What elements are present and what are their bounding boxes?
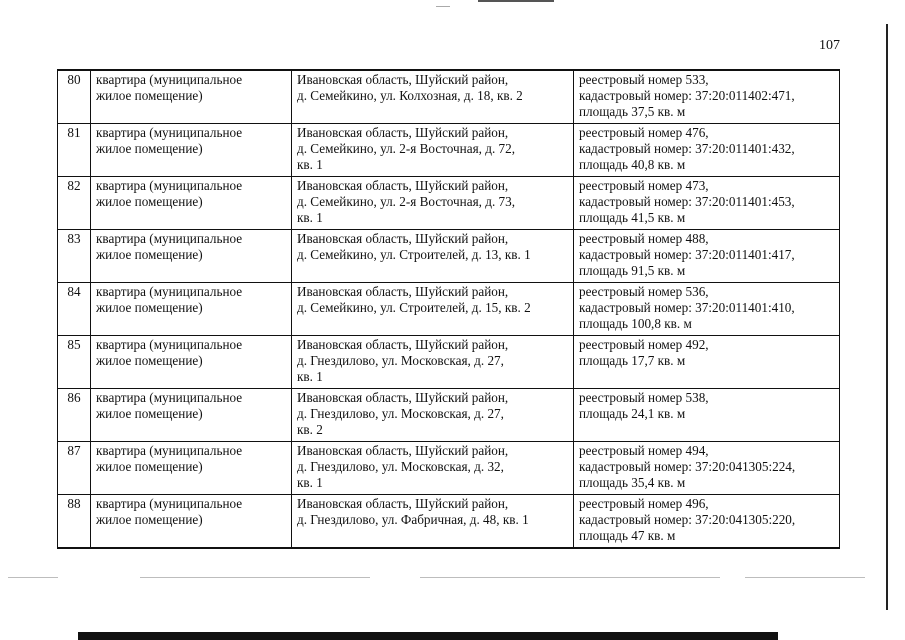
address-line: Ивановская область, Шуйский район, [297, 178, 509, 193]
registry-info-line: кадастровый номер: 37:20:011401:410, [579, 300, 795, 315]
property-type-line: жилое помещение) [96, 88, 203, 103]
property-type-line: жилое помещение) [96, 353, 203, 368]
registry-info-line: реестровый номер 492, [579, 337, 709, 352]
registry-info-line: реестровый номер 494, [579, 443, 709, 458]
address-line: д. Семейкино, ул. Строителей, д. 13, кв. 1 [297, 247, 531, 262]
address-line: кв. 2 [297, 422, 323, 437]
address-cell [292, 495, 574, 549]
property-type-line: жилое помещение) [96, 406, 203, 421]
registry-info-cell [574, 442, 840, 495]
registry-info-cell [574, 389, 840, 442]
registry-info-line: площадь 40,8 кв. м [579, 157, 686, 172]
registry-info-line: площадь 35,4 кв. м [579, 475, 686, 490]
scan-noise [140, 577, 370, 578]
address-line: д. Гнездилово, ул. Фабричная, д. 48, кв. 1 [297, 512, 529, 527]
registry-info-line: площадь 91,5 кв. м [579, 263, 686, 278]
scan-right-edge [886, 24, 888, 610]
row-number-cell: 88 [58, 495, 91, 549]
registry-info-line: кадастровый номер: 37:20:011402:471, [579, 88, 795, 103]
table-row [58, 389, 840, 442]
address-line: Ивановская область, Шуйский район, [297, 125, 509, 140]
table-row [58, 70, 840, 124]
property-type-cell [91, 495, 292, 549]
row-number-cell: 86 [58, 389, 91, 442]
property-type-line: квартира (муниципальное [96, 337, 243, 352]
scan-noise [745, 577, 865, 578]
address-line: кв. 1 [297, 210, 323, 225]
address-line: Ивановская область, Шуйский район, [297, 496, 509, 511]
address-line: Ивановская область, Шуйский район, [297, 284, 509, 299]
address-cell [292, 442, 574, 495]
registry-info-line: кадастровый номер: 37:20:011401:432, [579, 141, 795, 156]
property-type-line: жилое помещение) [96, 459, 203, 474]
table-row [58, 336, 840, 389]
registry-info-cell [574, 283, 840, 336]
registry-info-line: реестровый номер 488, [579, 231, 709, 246]
registry-info-line: реестровый номер 533, [579, 72, 709, 87]
property-type-cell [91, 389, 292, 442]
registry-info-cell [574, 177, 840, 230]
address-line: д. Гнездилово, ул. Московская, д. 27, [297, 406, 504, 421]
scan-bottom-bar [78, 632, 778, 640]
registry-info-line: кадастровый номер: 37:20:041305:220, [579, 512, 796, 527]
row-number-cell: 82 [58, 177, 91, 230]
property-type-line: жилое помещение) [96, 194, 203, 209]
scan-noise [420, 577, 720, 578]
address-line: Ивановская область, Шуйский район, [297, 72, 509, 87]
property-type-line: жилое помещение) [96, 247, 203, 262]
registry-info-line: площадь 100,8 кв. м [579, 316, 692, 331]
address-cell [292, 389, 574, 442]
address-line: кв. 1 [297, 475, 323, 490]
row-number-cell: 85 [58, 336, 91, 389]
address-line: д. Гнездилово, ул. Московская, д. 32, [297, 459, 504, 474]
registry-info-cell [574, 230, 840, 283]
row-number-cell: 80 [58, 70, 91, 124]
registry-info-line: кадастровый номер: 37:20:041305:224, [579, 459, 796, 474]
property-type-cell [91, 177, 292, 230]
registry-info-line: реестровый номер 496, [579, 496, 709, 511]
registry-info-cell [574, 495, 840, 549]
registry-info-line: реестровый номер 538, [579, 390, 709, 405]
property-type-line: жилое помещение) [96, 512, 203, 527]
table-row [58, 124, 840, 177]
property-type-line: квартира (муниципальное [96, 443, 243, 458]
table-row [58, 283, 840, 336]
property-type-line: квартира (муниципальное [96, 125, 243, 140]
table-row [58, 442, 840, 495]
registry-info-line: реестровый номер 473, [579, 178, 709, 193]
property-type-line: квартира (муниципальное [96, 390, 243, 405]
registry-info-line: площадь 41,5 кв. м [579, 210, 686, 225]
scan-noise [8, 577, 58, 578]
scan-top-dash [436, 6, 450, 7]
address-line: д. Семейкино, ул. Колхозная, д. 18, кв. 2 [297, 88, 523, 103]
address-cell [292, 70, 574, 124]
property-type-cell [91, 283, 292, 336]
address-cell [292, 230, 574, 283]
address-line: д. Гнездилово, ул. Московская, д. 27, [297, 353, 504, 368]
address-line: Ивановская область, Шуйский район, [297, 337, 509, 352]
property-type-cell [91, 336, 292, 389]
registry-table-body [58, 70, 840, 548]
registry-info-line: площадь 17,7 кв. м [579, 353, 686, 368]
scan-top-mark [478, 0, 554, 2]
address-line: Ивановская область, Шуйский район, [297, 443, 509, 458]
registry-info-cell [574, 70, 840, 124]
property-type-line: квартира (муниципальное [96, 284, 243, 299]
registry-info-line: реестровый номер 476, [579, 125, 709, 140]
registry-info-line: площадь 47 кв. м [579, 528, 676, 543]
property-type-cell [91, 442, 292, 495]
address-line: кв. 1 [297, 369, 323, 384]
property-type-line: квартира (муниципальное [96, 72, 243, 87]
property-type-line: квартира (муниципальное [96, 496, 243, 511]
address-line: Ивановская область, Шуйский район, [297, 231, 509, 246]
property-type-line: квартира (муниципальное [96, 231, 243, 246]
registry-info-line: площадь 24,1 кв. м [579, 406, 686, 421]
property-registry-table [57, 69, 840, 549]
row-number-cell: 81 [58, 124, 91, 177]
property-type-line: квартира (муниципальное [96, 178, 243, 193]
registry-info-cell [574, 124, 840, 177]
address-cell [292, 283, 574, 336]
property-type-cell [91, 124, 292, 177]
registry-info-line: реестровый номер 536, [579, 284, 709, 299]
row-number-cell: 84 [58, 283, 91, 336]
address-line: д. Семейкино, ул. 2-я Восточная, д. 73, [297, 194, 516, 209]
address-line: д. Семейкино, ул. 2-я Восточная, д. 72, [297, 141, 516, 156]
row-number-cell: 87 [58, 442, 91, 495]
property-type-line: жилое помещение) [96, 300, 203, 315]
address-line: д. Семейкино, ул. Строителей, д. 15, кв. 2 [297, 300, 531, 315]
address-cell [292, 124, 574, 177]
address-cell [292, 336, 574, 389]
table-row [58, 495, 840, 549]
address-cell [292, 177, 574, 230]
property-type-cell [91, 70, 292, 124]
address-line: кв. 1 [297, 157, 323, 172]
registry-info-line: кадастровый номер: 37:20:011401:453, [579, 194, 795, 209]
registry-info-line: кадастровый номер: 37:20:011401:417, [579, 247, 795, 262]
registry-info-cell [574, 336, 840, 389]
page-number: 107 [819, 38, 840, 53]
table-row [58, 230, 840, 283]
property-type-cell [91, 230, 292, 283]
row-number-cell: 83 [58, 230, 91, 283]
address-line: Ивановская область, Шуйский район, [297, 390, 509, 405]
registry-info-line: площадь 37,5 кв. м [579, 104, 686, 119]
property-type-line: жилое помещение) [96, 141, 203, 156]
table-row [58, 177, 840, 230]
